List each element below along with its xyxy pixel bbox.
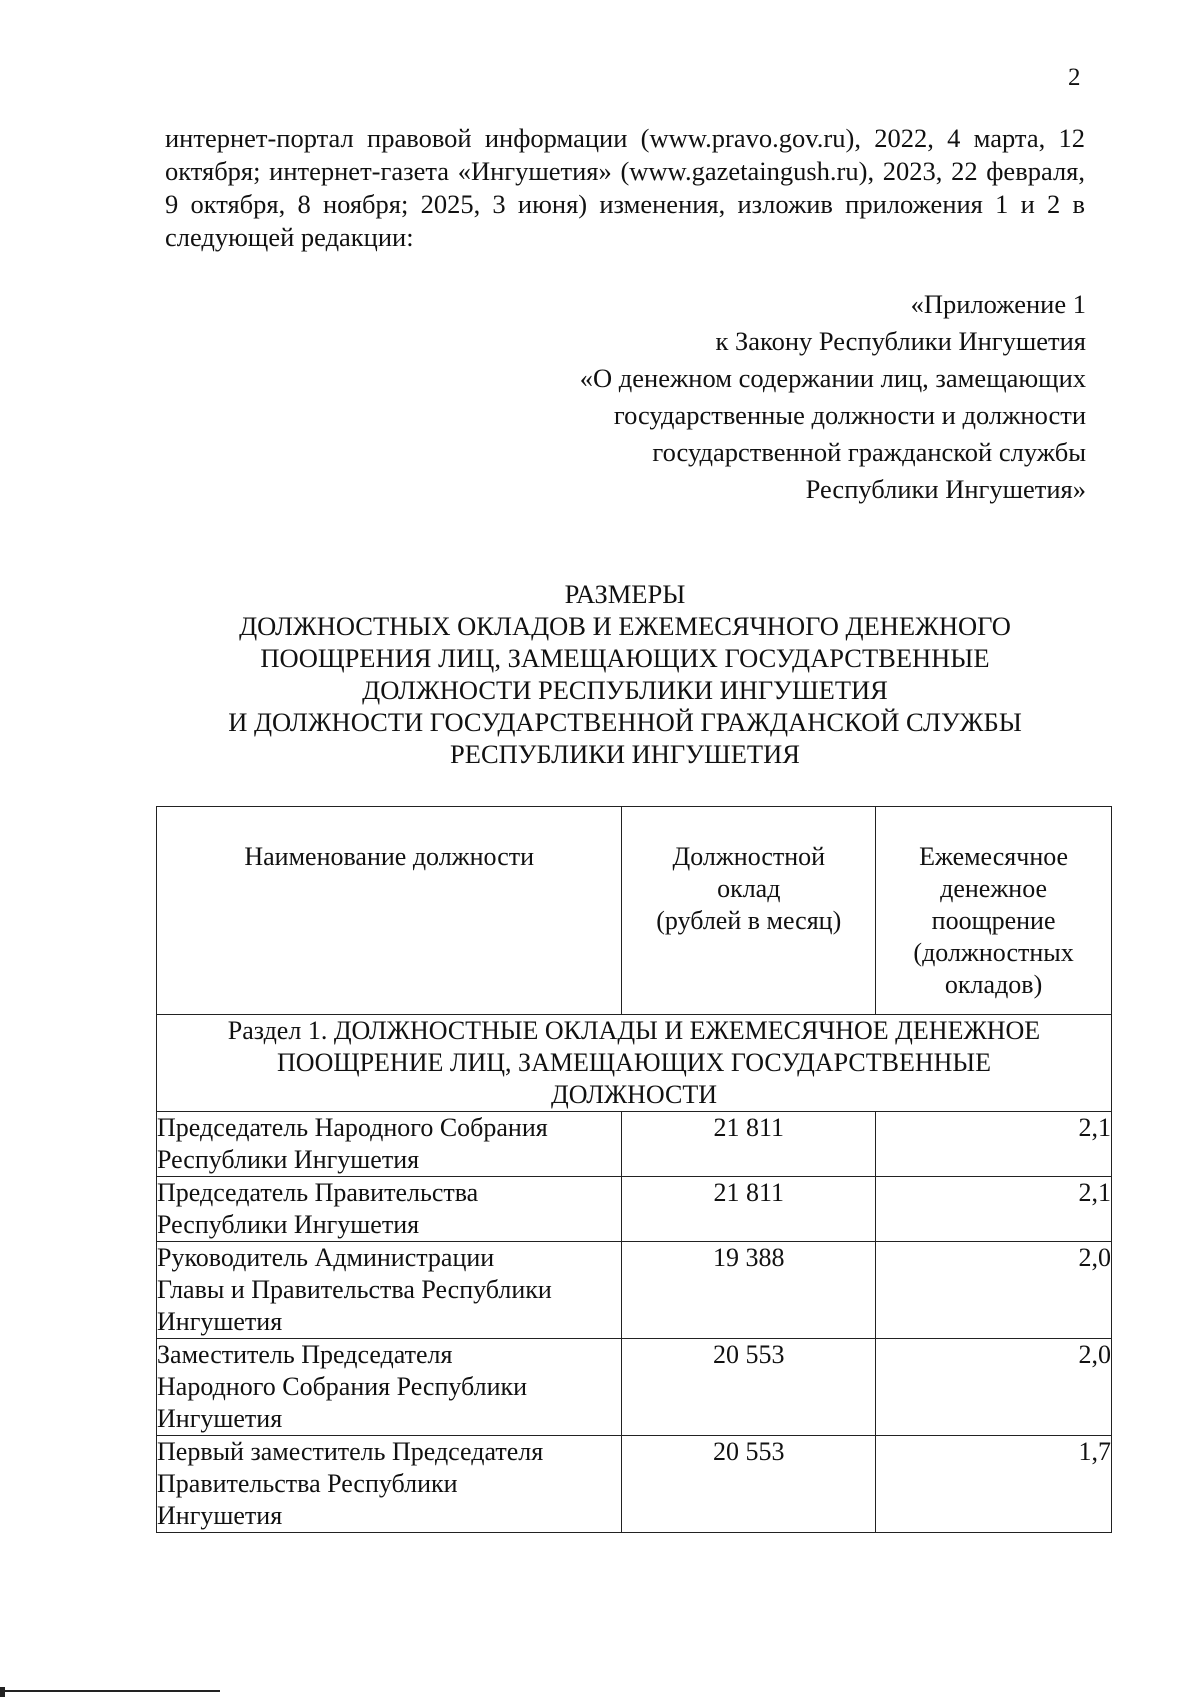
bonus-cell: 2,1	[876, 1112, 1112, 1177]
table-row	[157, 1177, 1112, 1242]
salary-cell: 21 811	[622, 1177, 876, 1242]
appendix-reference	[580, 286, 1086, 508]
appendix-line: «Приложение 1	[910, 289, 1086, 319]
table-row	[157, 1339, 1112, 1436]
position-name-cell: Председатель Народного Собрания Республики Ингушетия	[157, 1112, 622, 1177]
appendix-line: государственные должности и должности	[613, 400, 1086, 430]
appendix-line: «О денежном содержании лиц, замещающих	[579, 363, 1086, 393]
scan-corner-mark	[0, 1687, 5, 1697]
heading-line: ДОЛЖНОСТИ РЕСПУБЛИКИ ИНГУШЕТИЯ	[362, 675, 888, 705]
table-row	[157, 1436, 1112, 1533]
header-position-name: Наименование должности	[157, 807, 622, 1015]
table-header-row	[157, 807, 1112, 1015]
table-row	[157, 1112, 1112, 1177]
salary-table	[156, 806, 1112, 1533]
scan-edge-mark	[0, 1690, 220, 1692]
table-row	[157, 1242, 1112, 1339]
page-number: 2	[1068, 64, 1081, 91]
position-name-cell: Председатель Правительства Республики Ингушетия	[157, 1177, 622, 1242]
heading-line: И ДОЛЖНОСТИ ГОСУДАРСТВЕННОЙ ГРАЖДАНСКОЙ СЛУЖБЫ	[228, 707, 1022, 737]
intro-paragraph: интернет-портал правовой информации (www.pravo.gov.ru), 2022, 4 марта, 12 октября; интернет-газета «Ингушетия» (www.gazetaingush.ru), 2023, 22 февраля, 9 октября, 8 ноября; 2025, 3 июня) изменения, изложив приложения 1 и 2 в следующей редакции:	[165, 123, 1085, 252]
appendix-line: к Закону Республики Ингушетия	[715, 326, 1086, 356]
document-heading	[150, 578, 1100, 770]
appendix-line: Республики Ингушетия»	[805, 474, 1086, 504]
position-name-cell: Руководитель Администрации Главы и Правительства Республики Ингушетия	[157, 1242, 622, 1339]
header-salary: Должностной оклад (рублей в месяц)	[622, 807, 876, 1015]
heading-line: ПООЩРЕНИЯ ЛИЦ, ЗАМЕЩАЮЩИХ ГОСУДАРСТВЕННЫЕ	[260, 643, 990, 673]
bonus-cell: 2,0	[876, 1339, 1112, 1436]
position-name-cell: Первый заместитель Председателя Правительства Республики Ингушетия	[157, 1436, 622, 1533]
bonus-cell: 1,7	[876, 1436, 1112, 1533]
salary-cell: 20 553	[622, 1436, 876, 1533]
section-row	[157, 1015, 1112, 1112]
heading-line: ДОЛЖНОСТНЫХ ОКЛАДОВ И ЕЖЕМЕСЯЧНОГО ДЕНЕЖНОГО	[239, 611, 1011, 641]
salary-cell: 19 388	[622, 1242, 876, 1339]
bonus-cell: 2,1	[876, 1177, 1112, 1242]
salary-cell: 20 553	[622, 1339, 876, 1436]
position-name-cell: Заместитель Председателя Народного Собрания Республики Ингушетия	[157, 1339, 622, 1436]
header-monthly-bonus: Ежемесячное денежное поощрение (должностных окладов)	[876, 807, 1112, 1015]
bonus-cell: 2,0	[876, 1242, 1112, 1339]
heading-line: РЕСПУБЛИКИ ИНГУШЕТИЯ	[450, 739, 800, 769]
appendix-line: государственной гражданской службы	[652, 437, 1086, 467]
heading-line: РАЗМЕРЫ	[564, 579, 686, 609]
salary-cell: 21 811	[622, 1112, 876, 1177]
section-title: Раздел 1. ДОЛЖНОСТНЫЕ ОКЛАДЫ И ЕЖЕМЕСЯЧНОЕ ДЕНЕЖНОЕ ПООЩРЕНИЕ ЛИЦ, ЗАМЕЩАЮЩИХ ГОСУДАРСТВЕННЫЕ ДОЛЖНОСТИ	[157, 1015, 1112, 1112]
